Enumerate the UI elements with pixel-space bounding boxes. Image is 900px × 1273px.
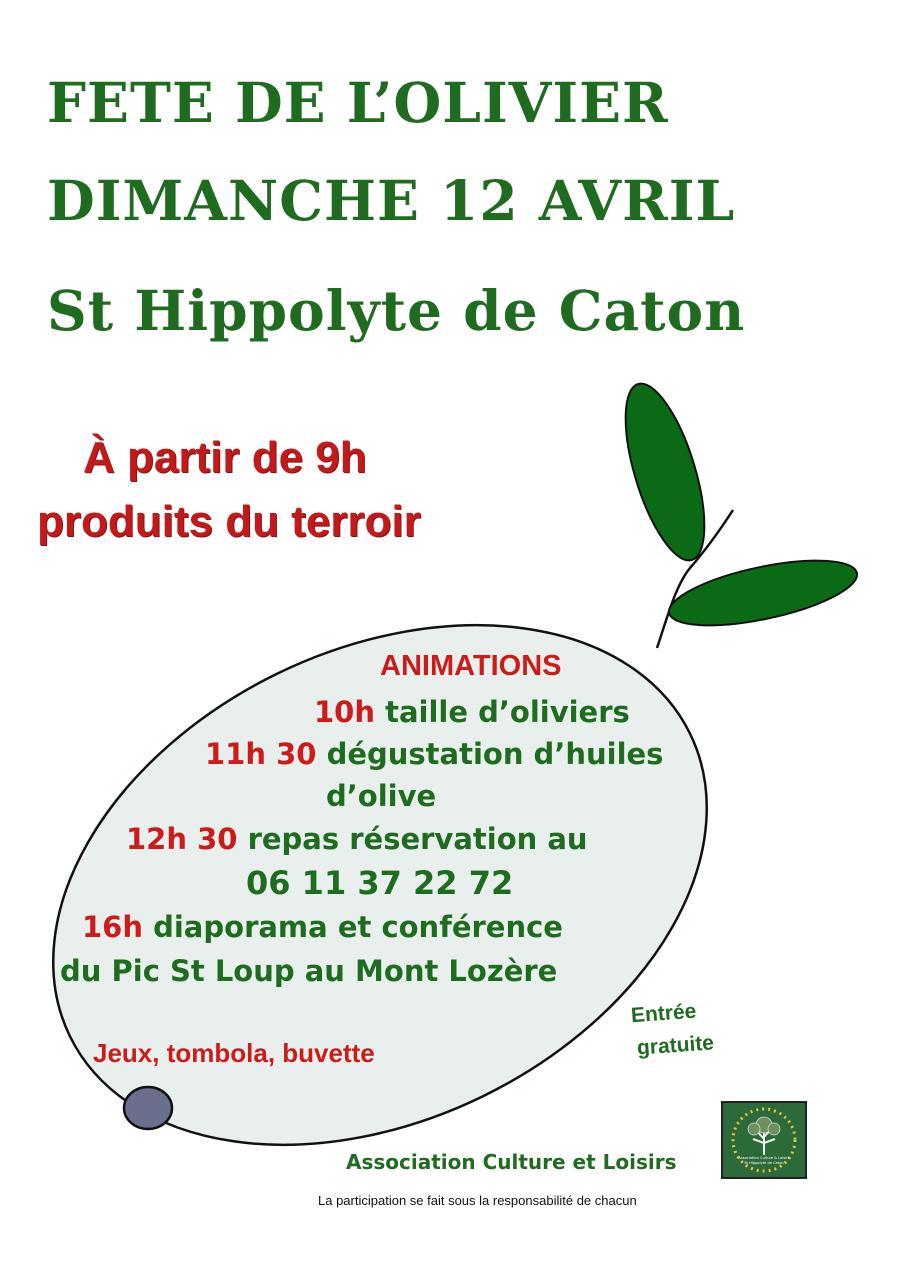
animation-text: dégustation d’huiles [316,737,664,771]
leaf-upper [609,375,720,569]
logo-name: Association Culture & Loisirs [738,1156,790,1160]
event-location: St Hippolyte de Caton [47,278,746,343]
start-time: À partir de 9h [83,433,367,482]
animation-item [82,910,563,944]
animation-time: 10h [314,695,376,729]
animation-item [205,737,663,771]
animation-item-continued: d’olive [326,779,437,813]
event-date: DIMANCHE 12 AVRIL [47,168,736,233]
association-name: Association Culture et Loisirs [346,1150,677,1174]
animation-time: 12h 30 [126,822,238,856]
leaf-lower [664,548,863,639]
olive-tip-spot [124,1087,172,1129]
event-title: FETE DE L’OLIVIER [47,70,669,135]
terroir-products: produits du terroir [37,497,421,546]
animation-time: 11h 30 [205,737,317,771]
reservation-phone: 06 11 37 22 72 [246,864,514,902]
animation-text: diaporama et conférence [143,910,563,944]
animation-text: repas réservation au [237,822,588,856]
logo-place: St Hippolyte de Caton [744,1161,784,1165]
animation-item [126,822,588,856]
entry-line2: gratuite [636,1031,715,1060]
animation-item-continued: du Pic St Loup au Mont Lozère [60,954,558,988]
entry-line1: Entrée [630,999,698,1028]
association-logo [721,1101,807,1179]
animations-heading: ANIMATIONS [380,650,562,682]
animation-text: taille d’oliviers [375,695,630,729]
disclaimer: La participation se fait sous la responsabilité de chacun [318,1193,637,1208]
olive-tree-icon [723,1103,805,1177]
animation-item [314,695,630,729]
extras-text: Jeux, tombola, buvette [93,1038,375,1068]
animation-time: 16h [82,910,144,944]
